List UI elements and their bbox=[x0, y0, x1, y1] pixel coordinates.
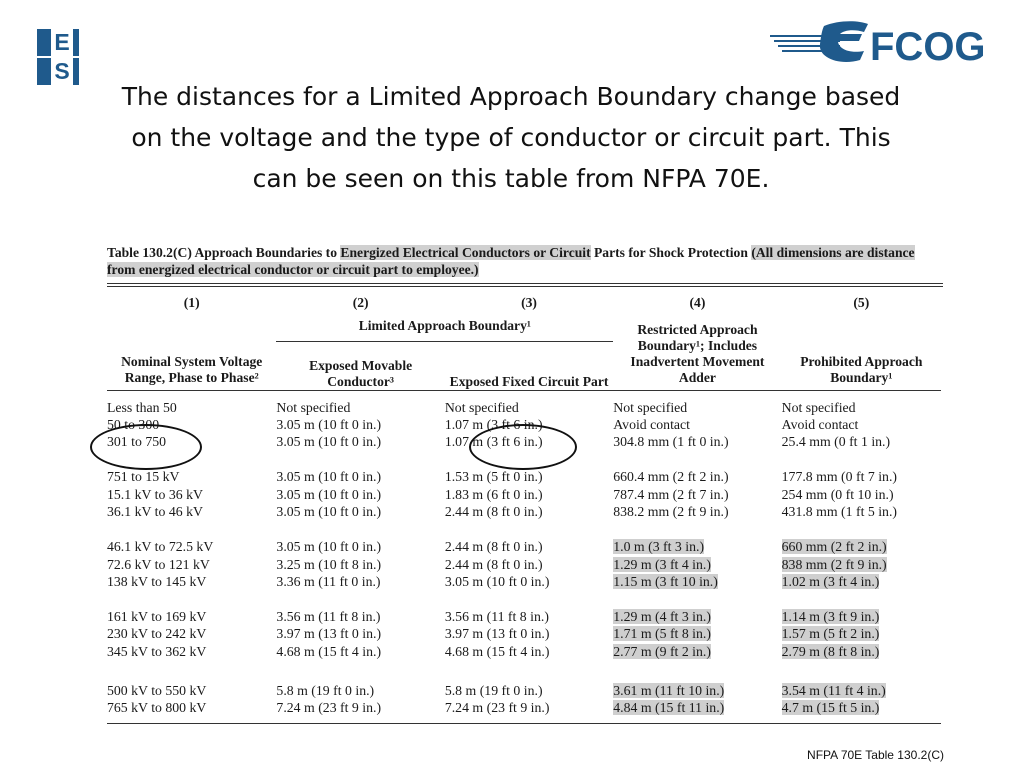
table-row: 138 kV to 145 kV 3.36 m (11 ft 0 in.) 3.05 m (10 ft 0 in.) 1.15 m (3 ft 10 in.) 1.02 m (3 ft 4 in.) bbox=[107, 573, 880, 589]
approach-boundary-table bbox=[107, 287, 941, 724]
nfpa-table bbox=[107, 244, 943, 724]
header-voltage-range: Nominal System Voltage Range, Phase to Phase² bbox=[107, 311, 276, 391]
header-limited-approach: Limited Approach Boundary¹ bbox=[276, 311, 613, 342]
table-row: 72.6 kV to 121 kV 3.25 m (10 ft 8 in.) 2.44 m (8 ft 0 in.) 1.29 m (3 ft 4 in.) 838 mm (2 ft 9 in.) bbox=[107, 556, 887, 572]
header-restricted-approach: Restricted Approach Boundary¹; Includes Inadvertent Movement Adder bbox=[613, 311, 781, 391]
efcog-logo bbox=[768, 18, 1014, 68]
logo-letter-s: S bbox=[51, 58, 73, 85]
header-exposed-fixed: Exposed Fixed Circuit Part bbox=[445, 342, 613, 391]
table-row: 50 to 300 3.05 m (10 ft 0 in.) 1.07 m (3 ft 6 in.) Avoid contact Avoid contact bbox=[107, 416, 859, 432]
table-row: 301 to 750 3.05 m (10 ft 0 in.) 1.07 m (3 ft 6 in.) 304.8 mm (1 ft 0 in.) 25.4 mm (0 ft 1 in.) bbox=[107, 434, 891, 450]
table-row: 765 kV to 800 kV 7.24 m (23 ft 9 in.) 7.24 m (23 ft 9 in.) 4.84 m (15 ft 11 in.) 4.7 m (15 ft 5 in.) bbox=[107, 699, 941, 723]
es-logo bbox=[37, 29, 79, 85]
header-prohibited-approach: Prohibited Approach Boundary¹ bbox=[782, 311, 941, 391]
table-row: 500 kV to 550 kV 5.8 m (19 ft 0 in.) 5.8 m (19 ft 0 in.) 3.61 m (11 ft 10 in.) 3.54 m (11 ft 4 in.) bbox=[107, 683, 886, 699]
logo-letter-e: E bbox=[51, 29, 73, 56]
header-exposed-movable: Exposed Movable Conductor³ bbox=[276, 342, 444, 391]
slide-title: The distances for a Limited Approach Boundary change based on the voltage and the type of conductor or circuit part. This can be seen on this table from NFPA 70E. bbox=[121, 82, 901, 193]
table-row: 36.1 kV to 46 kV 3.05 m (10 ft 0 in.) 2.44 m (8 ft 0 in.) 838.2 mm (2 ft 9 in.) 431.8 mm (1 ft 5 in.) bbox=[107, 503, 897, 519]
table-row: 161 kV to 169 kV 3.56 m (11 ft 8 in.) 3.56 m (11 ft 8 in.) 1.29 m (4 ft 3 in.) 1.14 m (3 ft 9 in.) bbox=[107, 609, 880, 625]
table-row: 46.1 kV to 72.5 kV 3.05 m (10 ft 0 in.) 2.44 m (8 ft 0 in.) 1.0 m (3 ft 3 in.) 660 mm (2 ft 2 in.) bbox=[107, 539, 887, 555]
efcog-text: FCOG bbox=[870, 25, 986, 68]
table-row: 230 kV to 242 kV 3.97 m (13 ft 0 in.) 3.97 m (13 ft 0 in.) 1.71 m (5 ft 8 in.) 1.57 m (5 ft 2 in.) bbox=[107, 626, 880, 642]
table-row: 15.1 kV to 36 kV 3.05 m (10 ft 0 in.) 1.83 m (6 ft 0 in.) 787.4 mm (2 ft 7 in.) 254 mm (0 ft 10 in.) bbox=[107, 486, 894, 502]
table-row: 751 to 15 kV 3.05 m (10 ft 0 in.) 1.53 m (5 ft 0 in.) 660.4 mm (2 ft 2 in.) 177.8 mm (0 ft 7 in.) bbox=[107, 469, 897, 485]
table-row: Less than 50 Not specified Not specified Not specified Not specified bbox=[107, 399, 856, 415]
voltage-circle-annotation bbox=[90, 424, 202, 470]
table-caption: Table 130.2(C) Approach Boundaries to Energized Electrical Conductors or Circuit Parts for Shock Protection (All dimensions are distance from energized electrical conductor or circuit part to employee.) bbox=[107, 245, 915, 277]
fixed-part-circle-annotation bbox=[469, 424, 577, 470]
source-footnote: NFPA 70E Table 130.2(C) bbox=[807, 748, 944, 762]
column-number-row: (1) (2) (3) (4) (5) bbox=[183, 295, 870, 310]
table-row: 345 kV to 362 kV 4.68 m (15 ft 4 in.) 4.68 m (15 ft 4 in.) 2.77 m (9 ft 2 in.) 2.79 m (8 ft 8 in.) bbox=[107, 643, 880, 659]
